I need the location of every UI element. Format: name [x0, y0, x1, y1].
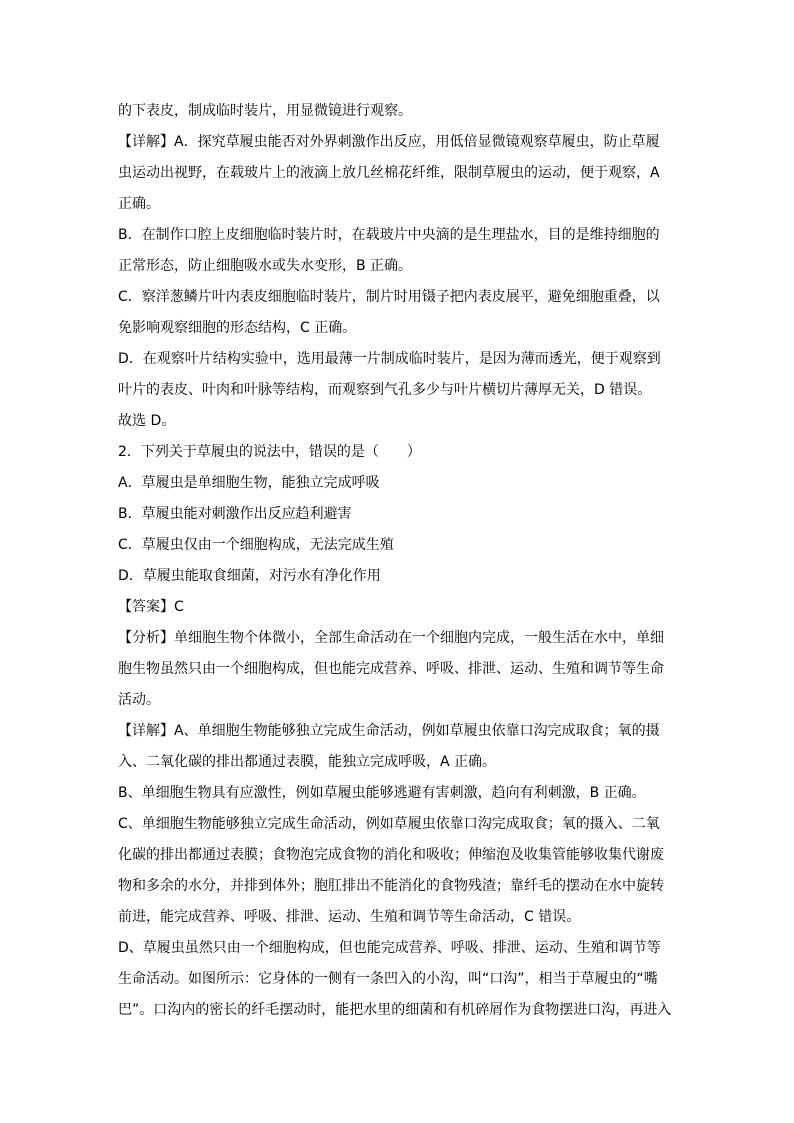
text-line: D、草履虫虽然只由一个细胞构成，但也能完成营养、呼吸、排泄、运动、生殖和调节等	[118, 940, 661, 956]
answer-line: 【答案】C	[118, 599, 184, 615]
text-line: 活动。	[118, 692, 160, 708]
text-line: 【详解】A、单细胞生物能够独立完成生命活动，例如草履虫依靠口沟完成取食；氧的摄	[118, 723, 660, 739]
option-a: A．草履虫是单细胞生物，能独立完成呼吸	[118, 475, 380, 491]
text-line: 化碳的排出都通过表膜；食物泡完成食物的消化和吸收；伸缩泡及收集管能够收集代谢废	[118, 847, 664, 863]
text-line: C．察洋葱鳞片叶内表皮细胞临时装片，制片时用镊子把内表皮展平，避免细胞重叠，以	[118, 289, 660, 305]
text-line: 正常形态，防止细胞吸水或失水变形，B 正确。	[118, 258, 413, 274]
text-line: 物和多余的水分，并排到体外；胞肛排出不能消化的食物残渣；靠纤毛的摆动在水中旋转	[118, 878, 664, 894]
text-line: 免影响观察细胞的形态结构，C 正确。	[118, 320, 357, 336]
text-line: D．在观察叶片结构实验中，选用最薄一片制成临时装片，是因为薄而透光，便于观察到	[118, 351, 661, 367]
text-line: C、单细胞生物能够独立完成生命活动，例如草履虫依靠口沟完成取食；氧的摄入、二氧	[118, 816, 660, 832]
text-line: 故选 D。	[118, 413, 176, 429]
text-line: 入、二氧化碳的排出都通过表膜，能独立完成呼吸，A 正确。	[118, 754, 497, 770]
text-line: 巴”。口沟内的密长的纤毛摆动时，能把水里的细菌和有机碎屑作为食物摆进口沟，再进入	[118, 1002, 672, 1018]
text-line: 叶片的表皮、叶肉和叶脉等结构，而观察到气孔多少与叶片横切片薄厚无关，D 错误。	[118, 382, 652, 398]
option-d: D．草履虫能取食细菌，对污水有净化作用	[118, 568, 381, 584]
text-line: B、单细胞生物具有应激性，例如草履虫能够逃避有害刺激，趋向有利刺激，B 正确。	[118, 785, 646, 801]
question-stem: 2．下列关于草履虫的说法中，错误的是（ ）	[118, 444, 421, 460]
option-c: C．草履虫仅由一个细胞构成，无法完成生殖	[118, 537, 394, 553]
text-line: 【详解】A．探究草履虫能否对外界刺激作出反应，用低倍显微镜观察草履虫，防止草履	[118, 134, 660, 150]
text-line: 正确。	[118, 196, 160, 212]
text-line: 生命活动。如图所示：它身体的一侧有一条凹入的小沟，叫“口沟”，相当于草履虫的“嘴	[118, 971, 658, 987]
text-line: 的下表皮，制成临时装片，用显微镜进行观察。	[118, 103, 412, 119]
text-line: 虫运动出视野，在载玻片上的液滴上放几丝棉花纤维，限制草履虫的运动，便于观察，A	[118, 165, 660, 181]
text-line: B．在制作口腔上皮细胞临时装片时，在载玻片中央滴的是生理盐水，目的是维持细胞的	[118, 227, 660, 243]
text-line: 胞生物虽然只由一个细胞构成，但也能完成营养、呼吸、排泄、运动、生殖和调节等生命	[118, 661, 664, 677]
option-b: B．草履虫能对刺激作出反应趋利避害	[118, 506, 352, 522]
text-line: 前进，能完成营养、呼吸、排泄、运动、生殖和调节等生命活动，C 错误。	[118, 909, 581, 925]
document-body	[118, 96, 678, 1026]
text-line: 【分析】单细胞生物个体微小，全部生命活动在一个细胞内完成，一般生活在水中，单细	[118, 630, 664, 646]
